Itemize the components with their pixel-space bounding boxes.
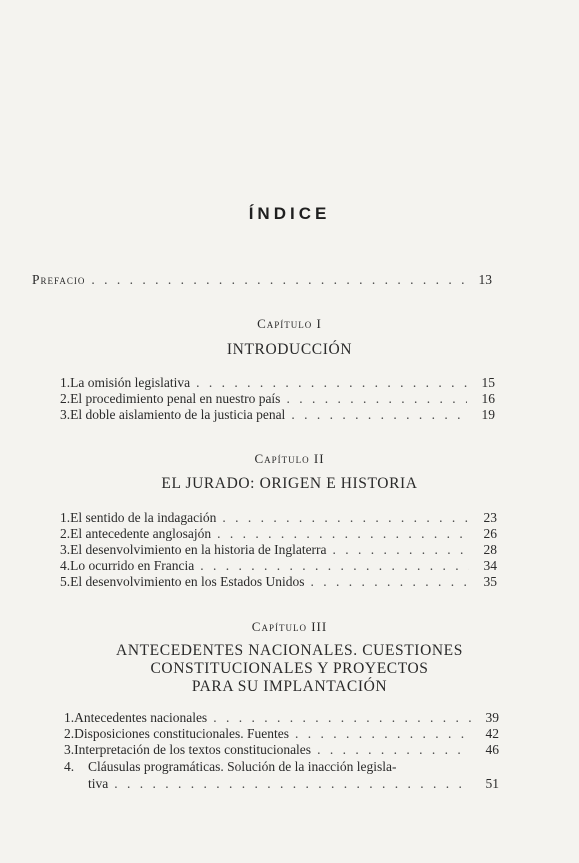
toc-entry[interactable] xyxy=(60,375,495,390)
toc-entry-number: 2. xyxy=(60,391,71,406)
toc-entry[interactable] xyxy=(60,407,495,422)
toc-entry-label: Lo ocurrido en Francia xyxy=(70,558,195,573)
leader-dots xyxy=(222,510,469,525)
leader-dots xyxy=(200,558,469,573)
toc-entry-label: El procedimiento penal en nuestro país xyxy=(70,391,281,406)
toc-entry-number: 3. xyxy=(60,542,71,557)
chapter-2-title xyxy=(0,475,579,493)
toc-entry-number: 1. xyxy=(60,510,71,525)
toc-entry-prefacio[interactable] xyxy=(32,272,492,287)
toc-entry-label: El doble aislamiento de la justicia penal xyxy=(70,407,286,422)
leader-dots xyxy=(213,710,471,725)
leader-dots xyxy=(114,776,471,791)
toc-entry[interactable] xyxy=(64,710,499,725)
toc-entry-page: 51 xyxy=(485,776,499,791)
toc-entry-page: 19 xyxy=(481,407,495,422)
toc-entry-label: Antecedentes nacionales xyxy=(74,710,208,725)
toc-entry-page: 28 xyxy=(483,542,497,557)
toc-entry-page: 46 xyxy=(485,742,499,757)
toc-entry-page: 35 xyxy=(483,574,497,589)
toc-entry-label: El desenvolvimiento en la historia de Inglaterra xyxy=(70,542,327,557)
leader-dots xyxy=(291,407,467,422)
chapter-3-label: Capítulo III xyxy=(251,619,328,634)
toc-entry-number: 2. xyxy=(60,526,71,541)
toc-entry-label: El sentido de la indagación xyxy=(70,510,217,525)
chapter-title-line: ANTECEDENTES NACIONALES. CUESTIONES xyxy=(116,642,463,659)
toc-entry[interactable] xyxy=(60,558,497,573)
toc-entry-continuation[interactable] xyxy=(88,776,499,791)
toc-entry[interactable] xyxy=(60,391,495,406)
toc-entry-label: Cláusulas programáticas. Solución de la inacción legisla- xyxy=(88,759,397,774)
toc-entry[interactable] xyxy=(60,574,497,589)
toc-entry-label: Disposiciones constitucionales. Fuentes xyxy=(74,726,289,741)
toc-entry-label: El antecedente anglosajón xyxy=(70,526,212,541)
chapter-title-line: INTRODUCCIÓN xyxy=(226,341,353,358)
toc-entry[interactable] xyxy=(64,759,499,774)
toc-entry-page: 15 xyxy=(481,375,495,390)
toc-entry[interactable] xyxy=(60,510,497,525)
toc-entry-page: 42 xyxy=(485,726,499,741)
toc-entry[interactable] xyxy=(60,526,497,541)
leader-dots xyxy=(217,526,469,541)
chapter-2-label: Capítulo II xyxy=(254,451,325,466)
toc-entry-page: 16 xyxy=(481,391,495,406)
toc-entry-page: 23 xyxy=(483,510,497,525)
toc-entry-label: Interpretación de los textos constitucionales xyxy=(74,742,312,757)
leader-dots xyxy=(286,391,467,406)
leader-dots xyxy=(295,726,471,741)
toc-entry-number: 4. xyxy=(60,558,71,573)
toc-entry-number: 3. xyxy=(60,407,71,422)
toc-entry-number: 2. xyxy=(64,726,75,741)
chapter-title-line: EL JURADO: ORIGEN E HISTORIA xyxy=(161,475,418,492)
chapter-3-title xyxy=(0,642,579,696)
toc-entry[interactable] xyxy=(60,542,497,557)
toc-entry-number: 3. xyxy=(64,742,75,757)
leader-dots xyxy=(196,375,467,390)
leader-dots xyxy=(310,574,469,589)
chapter-title-line: CONSTITUCIONALES Y PROYECTOS xyxy=(150,660,429,677)
leader-dots xyxy=(91,272,464,287)
toc-entry-label: El desenvolvimiento en los Estados Unidos xyxy=(70,574,305,589)
toc-entry[interactable] xyxy=(64,726,499,741)
toc-entry-label: Prefacio xyxy=(32,272,86,287)
chapter-1-title xyxy=(0,341,579,359)
chapter-title-line: PARA SU IMPLANTACIÓN xyxy=(191,678,388,695)
toc-entry-page: 39 xyxy=(485,710,499,725)
toc-entry-page: 34 xyxy=(483,558,497,573)
chapter-1-label: Capítulo I xyxy=(257,316,322,331)
toc-entry[interactable] xyxy=(64,742,499,757)
toc-entry-number: 5. xyxy=(60,574,71,589)
toc-entry-number: 4. xyxy=(64,759,75,774)
toc-entry-page: 26 xyxy=(483,526,497,541)
toc-entry-number: 1. xyxy=(60,375,71,390)
toc-entry-label: tiva xyxy=(88,776,109,791)
toc-entry-label: La omisión legislativa xyxy=(70,375,191,390)
page-title: ÍNDICE xyxy=(248,204,331,223)
toc-entry-number: 1. xyxy=(64,710,75,725)
leader-dots xyxy=(333,542,469,557)
toc-entry-page: 13 xyxy=(478,272,492,287)
leader-dots xyxy=(317,742,471,757)
